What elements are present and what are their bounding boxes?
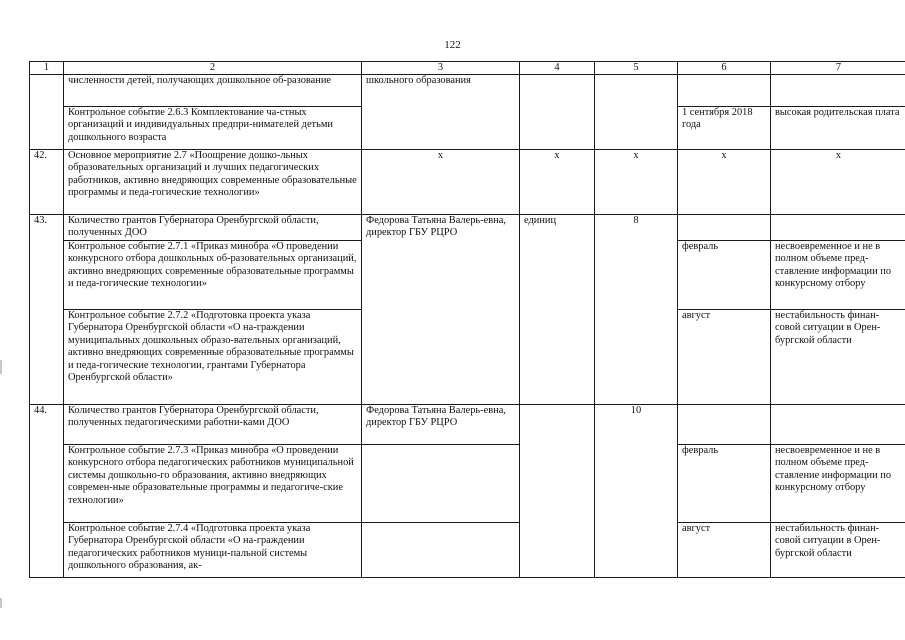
cell-unit [520,405,595,578]
table-row-2-7-3 [30,445,905,523]
cell-description: Контрольное событие 2.7.3 «Приказ минобра «О проведении конкурсного отбора педагогических работников муниципальной системы дошкольно-го образования, активно внедряющих современ-ные образовательные программы и педагогиче-ские технологии» [64,445,362,523]
cell-responsible: Федорова Татьяна Валерь-евна, директор ГБУ РЦРО [362,215,520,405]
cell-description: Основное мероприятие 2.7 «Поощрение дошко-льных образовательных организаций и лучших педагогических работников, активно внедряющих современные образовательные программы и педа-гогические технологии» [64,150,362,215]
cell-risk: высокая родительская плата [771,107,905,150]
cell-description: Контрольное событие 2.6.3 Комплектование ча-стных организаций и индивидуальных предпри-нимателей детьми дошкольного возраста [64,107,362,150]
cell-date: 1 сентября 2018 года [678,107,771,150]
cell-unit: единиц [520,215,595,405]
cell-value: 10 [595,405,678,578]
col-header-5: 5 [595,62,678,75]
col-header-7: 7 [771,62,905,75]
cell-number: 42. [30,150,64,215]
cell-responsible: школьного образования [362,75,520,150]
cell-responsible [362,445,520,523]
cell-description: численности детей, получающих дошкольное об-разование [64,75,362,107]
cell-date [678,75,771,107]
page-number: 122 [444,39,461,51]
cell-number [30,75,64,150]
cell-number: 43. [30,215,64,405]
cell-description: Количество грантов Губернатора Оренбургской области, полученных педагогическими работни-ками ДОО [64,405,362,445]
cell-risk: несвоевременное и не в полном объеме пред-ставление информации по конкурсному отбору [771,241,905,310]
cell-number: 44. [30,405,64,578]
table-row-2-7-4 [30,523,905,578]
header-row [30,62,905,75]
cell-date: февраль [678,241,771,310]
cell-unit [520,75,595,150]
cell-risk: х [771,150,905,215]
cell-description: Количество грантов Губернатора Оренбургской области, полученных ДОО [64,215,362,241]
cell-risk [771,215,905,241]
cell-date: февраль [678,445,771,523]
cell-description: Контрольное событие 2.7.2 «Подготовка проекта указа Губернатора Оренбургской области «О на-граждении муниципальных дошкольных образо-вательных организаций, активно внедряющих современные образовательные программы и педа-гогические технологии, грантами Губернатора Оренбургской области» [64,310,362,405]
cell-value: 8 [595,215,678,405]
cell-date [678,215,771,241]
cell-description: Контрольное событие 2.7.1 «Приказ минобра «О проведении конкурсного отбора дошкольных об-разовательных организаций, активно внедряющих современные образовательные программы и педа-гогические технологии» [64,241,362,310]
col-header-1: 1 [30,62,64,75]
cell-date: август [678,310,771,405]
scan-edge-mark [0,598,2,608]
cell-risk: нестабильность финан-совой ситуации в Орен-бургской области [771,523,905,578]
cell-description: Контрольное событие 2.7.4 «Подготовка проекта указа Губернатора Оренбургской области «О на-граждении педагогических работников муници-пальной системы дошкольного образования, ак- [64,523,362,578]
cell-date: август [678,523,771,578]
col-header-4: 4 [520,62,595,75]
cell-date: х [678,150,771,215]
cell-value [595,75,678,150]
table-row-42 [30,150,905,215]
cell-risk: нестабильность финан-совой ситуации в Орен-бургской области [771,310,905,405]
cell-risk: несвоевременное и не в полном объеме пред-ставление информации по конкурсному отбору [771,445,905,523]
cell-responsible [362,523,520,578]
col-header-3: 3 [362,62,520,75]
table-row-continuation [30,75,905,107]
cell-responsible: х [362,150,520,215]
table-row-44 [30,405,905,445]
cell-risk [771,75,905,107]
cell-value: х [595,150,678,215]
plan-table [29,61,905,578]
col-header-6: 6 [678,62,771,75]
scan-edge-mark [0,360,2,374]
col-header-2: 2 [64,62,362,75]
cell-unit: х [520,150,595,215]
cell-date [678,405,771,445]
cell-risk [771,405,905,445]
table-row-43 [30,215,905,241]
cell-responsible: Федорова Татьяна Валерь-евна, директор ГБУ РЦРО [362,405,520,445]
